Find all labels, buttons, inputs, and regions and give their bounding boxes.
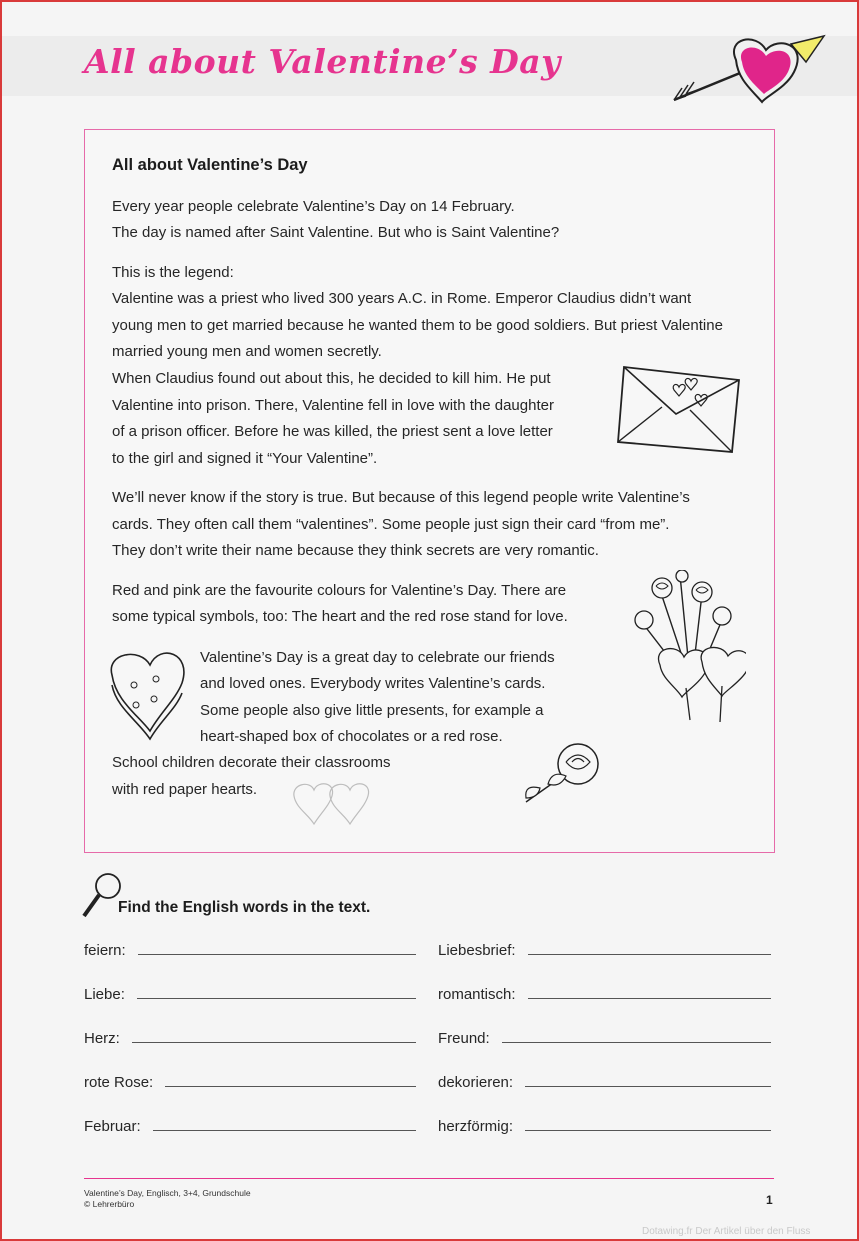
answer-line[interactable]: [528, 953, 771, 955]
footer-line-2: © Lehrerbüro: [84, 1199, 135, 1209]
rose-icon: [520, 740, 610, 808]
vocab-label: Liebesbrief:: [438, 942, 516, 959]
text-line: some typical symbols, too: The heart and the red rose stand for love.: [112, 608, 568, 625]
page-title: All about Valentine’s Day: [84, 42, 561, 81]
vocab-item: [438, 942, 771, 959]
answer-line[interactable]: [525, 1129, 771, 1131]
vocab-item: [438, 1118, 771, 1135]
heart-arrow-illustration: [666, 32, 826, 112]
text-line: When Claudius found out about this, he decided to kill him. He put: [112, 370, 551, 387]
text-line: Some people also give little presents, for example a: [200, 702, 544, 719]
text-line: cards. They often call them “valentines”. Some people just sign their card “from me”.: [112, 516, 670, 533]
text-line: of a prison officer. Before he was killed, the priest sent a love letter: [112, 423, 553, 440]
vocab-label: romantisch:: [438, 986, 516, 1003]
vocab-label: Februar:: [84, 1118, 141, 1135]
answer-line[interactable]: [528, 997, 771, 999]
vocab-item: [84, 1074, 416, 1091]
answer-line[interactable]: [525, 1085, 771, 1087]
text-line: They don’t write their name because they think secrets are very romantic.: [112, 542, 599, 559]
text-line: Red and pink are the favourite colours for Valentine’s Day. There are: [112, 582, 567, 599]
text-line: Valentine was a priest who lived 300 years A.C. in Rome. Emperor Claudius didn’t want: [112, 290, 692, 307]
text-line: young men to get married because he wanted them to be good soldiers. But priest Valentine: [112, 317, 723, 334]
vocab-label: rote Rose:: [84, 1074, 154, 1091]
text-line: Every year people celebrate Valentine’s Day on 14 February.: [112, 198, 515, 215]
vocab-label: Freund:: [438, 1030, 490, 1047]
vocab-label: feiern:: [84, 942, 126, 959]
text-line: and loved ones. Everybody writes Valentine’s cards.: [200, 675, 546, 692]
reading-title: All about Valentine’s Day: [112, 156, 308, 174]
answer-line[interactable]: [137, 997, 416, 999]
text-line: to the girl and signed it “Your Valentine”.: [112, 450, 378, 467]
footer-line-1: Valentine’s Day, Englisch, 3+4, Grundschule: [84, 1188, 251, 1198]
vocab-item: [84, 942, 416, 959]
answer-line[interactable]: [153, 1129, 416, 1131]
answer-line[interactable]: [132, 1041, 416, 1043]
text-line: married young men and women secretly.: [112, 343, 382, 360]
answer-line[interactable]: [165, 1085, 416, 1087]
answer-line[interactable]: [502, 1041, 771, 1043]
vocab-item: [84, 1030, 416, 1047]
roses-bouquet-icon: [630, 570, 746, 730]
text-line: We’ll never know if the story is true. But because of this legend people write Valentine’s: [112, 489, 690, 506]
text-line: Valentine’s Day is a great day to celebrate our friends: [200, 649, 555, 666]
envelope-icon: [614, 362, 744, 457]
footer-divider: [84, 1178, 774, 1179]
vocab-item: [84, 1118, 416, 1135]
vocab-label: Liebe:: [84, 986, 125, 1003]
text-line: with red paper hearts.: [112, 781, 258, 798]
heart-chocolate-box-icon: [106, 647, 188, 743]
page-number: 1: [766, 1193, 773, 1207]
vocab-item: [438, 1074, 771, 1091]
two-hearts-icon: [290, 780, 374, 828]
text-line: Valentine into prison. There, Valentine fell in love with the daughter: [112, 397, 554, 414]
exercise-instruction: Find the English words in the text.: [118, 899, 371, 916]
text-line: The day is named after Saint Valentine. But who is Saint Valentine?: [112, 224, 560, 241]
text-line: This is the legend:: [112, 264, 234, 281]
vocab-item: [438, 1030, 771, 1047]
vocab-label: herzförmig:: [438, 1118, 514, 1135]
vocab-label: dekorieren:: [438, 1074, 514, 1091]
watermark: Dotawing.fr Der Artikel über den Fluss: [642, 1226, 811, 1237]
footer-credits: [84, 1188, 251, 1210]
vocab-item: [438, 986, 771, 1003]
vocab-item: [84, 986, 416, 1003]
text-line: School children decorate their classrooms: [112, 754, 391, 771]
text-line: heart-shaped box of chocolates or a red rose.: [200, 728, 503, 745]
answer-line[interactable]: [138, 953, 416, 955]
vocab-label: Herz:: [84, 1030, 120, 1047]
